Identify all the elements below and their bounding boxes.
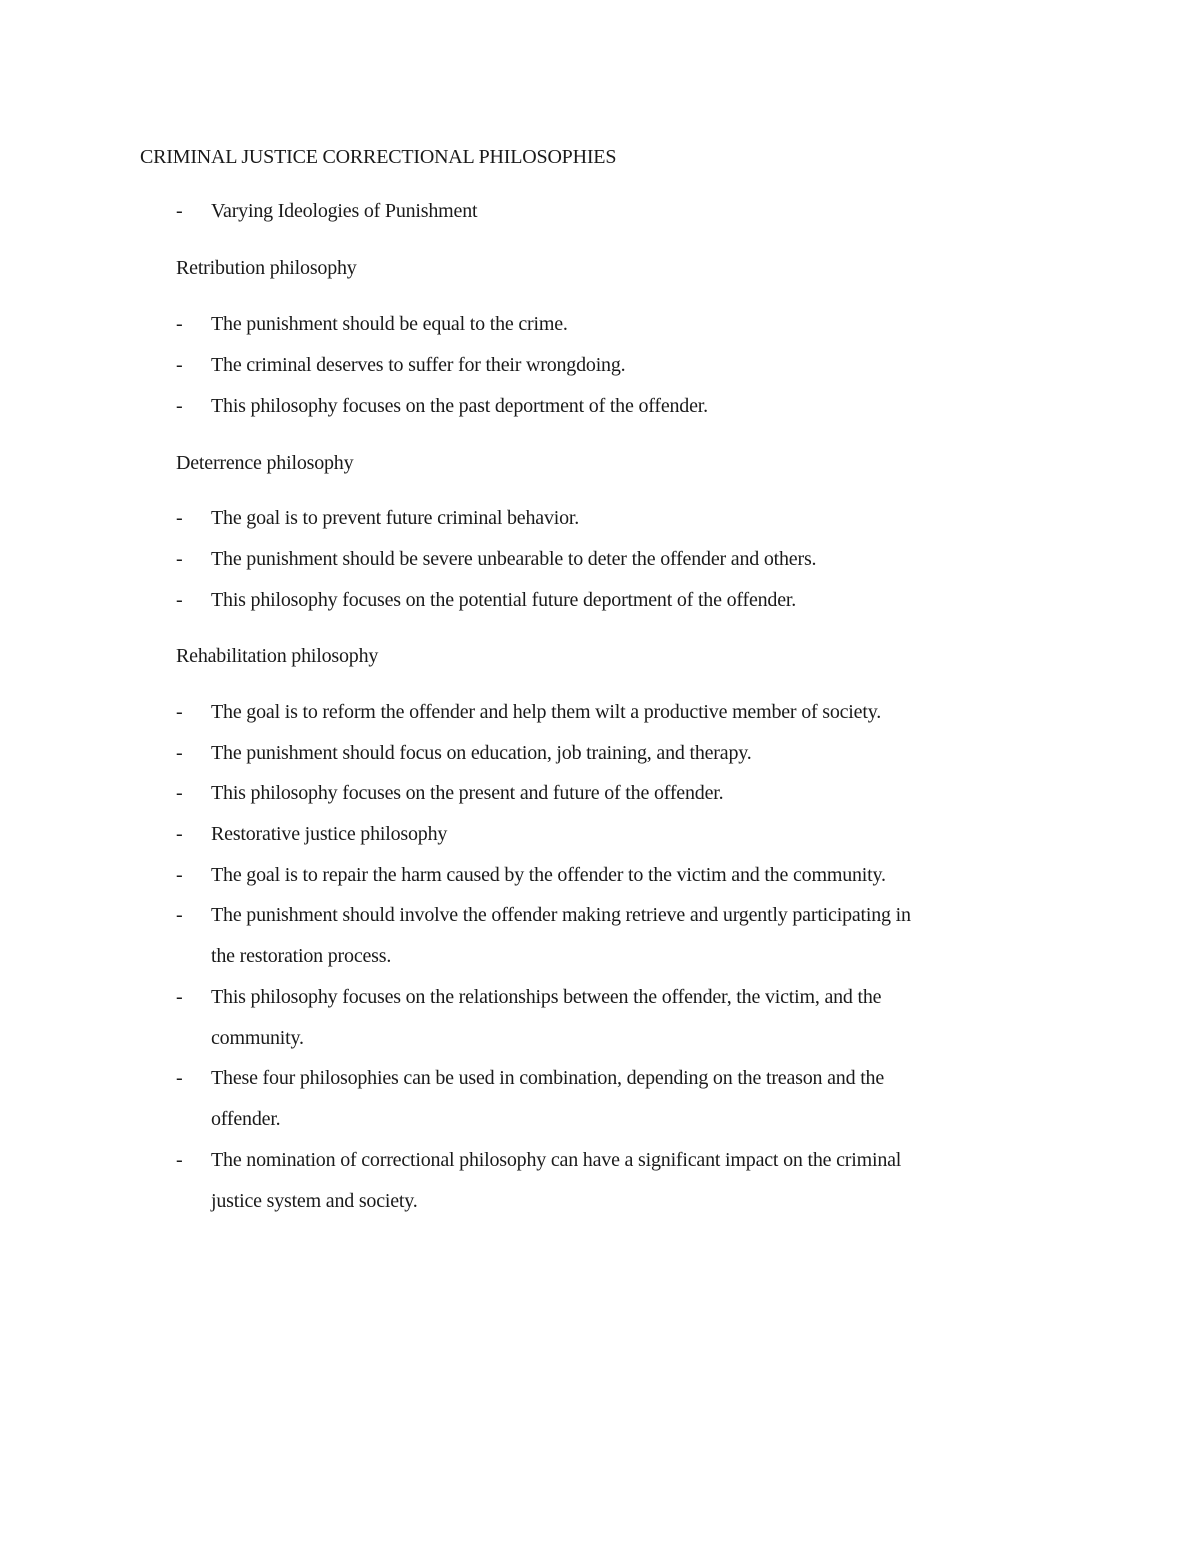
list-item: The punishment should focus on education, job training, and therapy. (211, 742, 752, 764)
bullet-marker: - (176, 200, 183, 222)
bullet-marker: - (176, 742, 183, 764)
bullet-marker: - (176, 313, 183, 335)
bullet-marker: - (176, 1067, 183, 1089)
bullet-marker: - (176, 589, 183, 611)
section-heading-retribution: Retribution philosophy (176, 257, 357, 279)
section-heading-deterrence: Deterrence philosophy (176, 452, 354, 474)
bullet-marker: - (176, 904, 183, 926)
list-item: This philosophy focuses on the potential future deportment of the offender. (211, 589, 797, 611)
bullet-marker: - (176, 823, 183, 845)
list-item: This philosophy focuses on the present and future of the offender. (211, 782, 724, 804)
list-item: This philosophy focuses on the relationships between the offender, the victim, and the (211, 986, 882, 1008)
list-item: The goal is to reform the offender and help them wilt a productive member of society. (211, 701, 882, 723)
document-title: CRIMINAL JUSTICE CORRECTIONAL PHILOSOPHIES (140, 146, 617, 168)
list-item: The punishment should be equal to the crime. (211, 313, 568, 335)
bullet-marker: - (176, 782, 183, 804)
intro-bullet-text: Varying Ideologies of Punishment (211, 200, 478, 222)
list-item: The goal is to prevent future criminal behavior. (211, 507, 580, 529)
list-item: This philosophy focuses on the past deportment of the offender. (211, 395, 708, 417)
section-heading-rehabilitation: Rehabilitation philosophy (176, 645, 379, 667)
list-item: Restorative justice philosophy (211, 823, 448, 845)
list-item: The punishment should be severe unbearable to deter the offender and others. (211, 548, 817, 570)
bullet-marker: - (176, 395, 183, 417)
bullet-marker: - (176, 864, 183, 886)
list-item-continuation: offender. (211, 1108, 281, 1130)
list-item: The punishment should involve the offender making retrieve and urgently participating in (211, 904, 911, 926)
list-item-continuation: the restoration process. (211, 945, 392, 967)
list-item: The criminal deserves to suffer for their wrongdoing. (211, 354, 626, 376)
bullet-marker: - (176, 986, 183, 1008)
bullet-marker: - (176, 354, 183, 376)
list-item-continuation: community. (211, 1027, 304, 1049)
bullet-marker: - (176, 701, 183, 723)
list-item-continuation: justice system and society. (211, 1190, 418, 1212)
bullet-marker: - (176, 1149, 183, 1171)
bullet-marker: - (176, 548, 183, 570)
list-item: These four philosophies can be used in combination, depending on the treason and the (211, 1067, 885, 1089)
list-item: The nomination of correctional philosophy can have a significant impact on the criminal (211, 1149, 902, 1171)
list-item: The goal is to repair the harm caused by the offender to the victim and the community. (211, 864, 886, 886)
bullet-marker: - (176, 507, 183, 529)
